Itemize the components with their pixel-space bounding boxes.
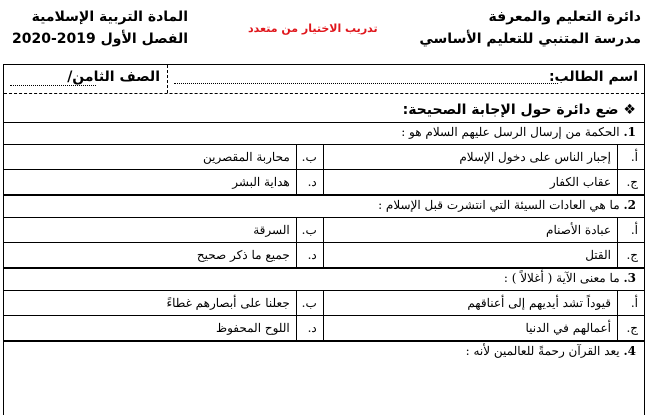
- option-text[interactable]: السرقة: [3, 218, 296, 243]
- school-info: [419, 6, 641, 50]
- option-text[interactable]: هداية البشر: [3, 170, 296, 195]
- question-number: 3.: [623, 271, 636, 285]
- option-text[interactable]: عقاب الكفار: [323, 170, 617, 195]
- option-text[interactable]: جميع ما ذكر صحيح: [3, 243, 296, 268]
- question-1-options: [3, 144, 644, 195]
- option-text[interactable]: اللوح المحفوظ: [3, 316, 296, 341]
- question-3-options: [3, 290, 644, 341]
- worksheet-header: [0, 0, 649, 62]
- option-letter: ب.: [296, 145, 323, 170]
- option-text[interactable]: القتل: [323, 243, 617, 268]
- option-text[interactable]: قيوداً تشد أيديهم إلى أعناقهم: [323, 291, 617, 316]
- option-text[interactable]: جعلنا على أبصارهم غطاءً: [3, 291, 296, 316]
- class-label: الصف الثامن/: [67, 69, 160, 85]
- question-1: [4, 122, 644, 144]
- question-text: الحكمة من إرسال الرسل عليهم السلام هو :: [401, 125, 620, 139]
- option-letter: د.: [296, 170, 323, 195]
- instruction: [4, 100, 644, 122]
- option-letter: ب.: [296, 218, 323, 243]
- term-label: الفصل الأول 2019-2020: [12, 31, 188, 47]
- option-text[interactable]: أعمالهم في الدنيا: [323, 316, 617, 341]
- student-row-divider: [167, 65, 168, 93]
- option-text[interactable]: عبادة الأصنام: [323, 218, 617, 243]
- option-letter: ج.: [618, 316, 645, 341]
- option-letter: أ.: [618, 291, 645, 316]
- question-2: [4, 195, 644, 217]
- question-text: ما معنى الآية ( أغلالاً ) :: [503, 271, 620, 285]
- worksheet-body: [3, 64, 645, 415]
- question-number: 1.: [623, 125, 636, 139]
- question-number: 4.: [623, 344, 636, 358]
- option-letter: د.: [296, 316, 323, 341]
- question-2-options: [3, 217, 644, 268]
- option-letter: د.: [296, 243, 323, 268]
- course-info: [12, 6, 188, 50]
- directorate-name: دائرة التعليم والمعرفة: [488, 9, 641, 25]
- question-3: [4, 268, 644, 290]
- option-letter: أ.: [618, 218, 645, 243]
- option-text[interactable]: محاربة المقصرين: [3, 145, 296, 170]
- subject-name: المادة التربية الإسلامية: [31, 9, 188, 25]
- option-letter: أ.: [618, 145, 645, 170]
- option-letter: ج.: [618, 170, 645, 195]
- instruction-text: ❖ ضع دائرة حول الإجابة الصحيحة:: [402, 102, 636, 118]
- option-letter: ب.: [296, 291, 323, 316]
- school-name: مدرسة المتنبي للتعليم الأساسي: [419, 31, 641, 47]
- option-text[interactable]: إجبار الناس على دخول الإسلام: [323, 145, 617, 170]
- student-name-label: اسم الطالب:: [548, 69, 638, 85]
- option-letter: ج.: [618, 243, 645, 268]
- class-field[interactable]: [10, 75, 96, 86]
- student-info-row: [4, 65, 644, 94]
- question-number: 2.: [623, 198, 636, 212]
- worksheet-title: تدريب الاختيار من متعدد: [248, 22, 378, 35]
- student-name-field[interactable]: [174, 73, 558, 84]
- question-text: يعد القرآن رحمةً للعالمين لأنه :: [465, 344, 620, 358]
- question-text: ما هي العادات السيئة التي انتشرت قبل الإسلام :: [378, 198, 620, 212]
- question-4: [4, 341, 644, 363]
